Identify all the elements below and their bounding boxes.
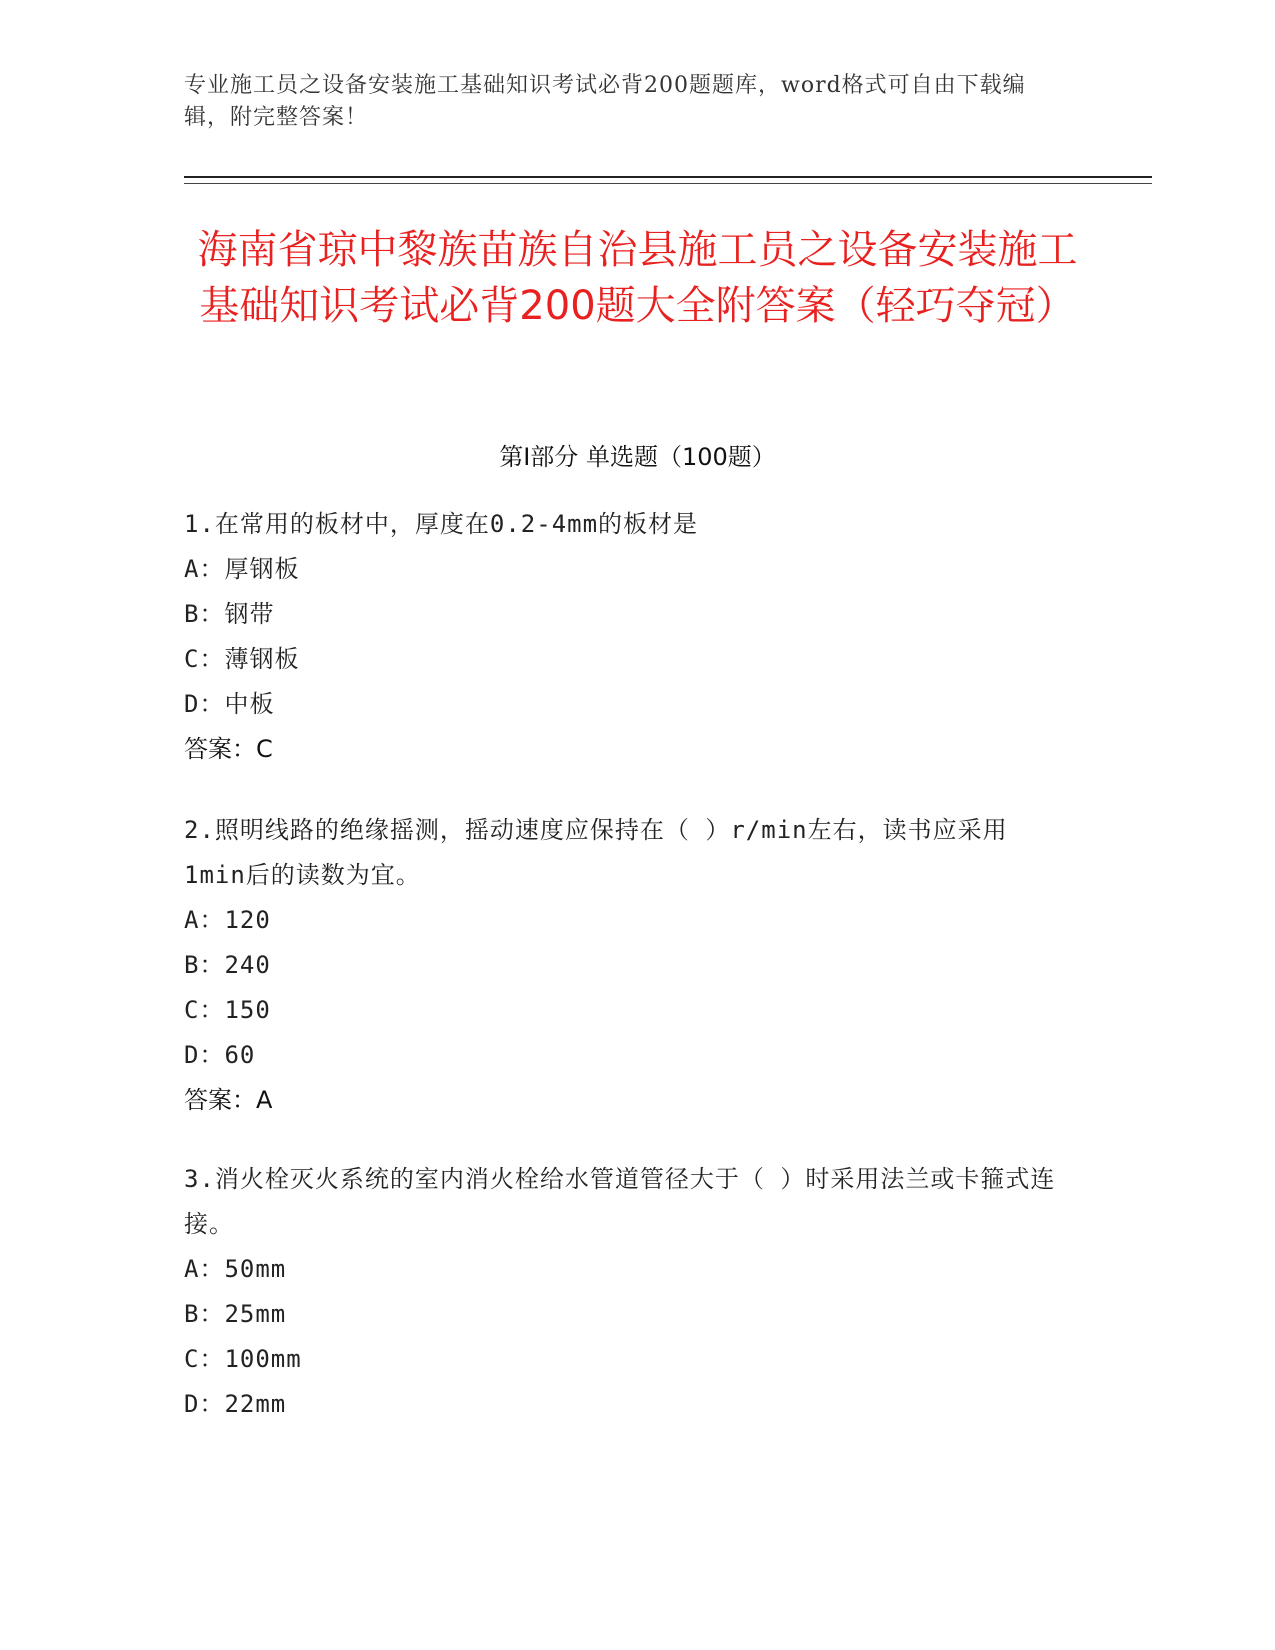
document-title: 海南省琼中黎族苗族自治县施工员之设备安装施工基础知识考试必背200题大全附答案（轻巧夺冠）	[197, 227, 1078, 329]
option-d: D：中板	[184, 690, 275, 718]
question-text: 2.照明线路的绝缘摇测，摇动速度应保持在（ ）r/min左右，读书应采用1min后的读数为宜。	[184, 816, 1008, 889]
question-text: 3.消火栓灭火系统的室内消火栓给水管道管径大于（ ）时采用法兰或卡箍式连接。	[184, 1165, 1056, 1238]
question-2	[184, 808, 1064, 1123]
option-b: B：钢带	[184, 600, 275, 628]
option-c: C：150	[184, 996, 271, 1024]
header-divider-thin	[184, 183, 1152, 184]
question-3	[184, 1157, 1064, 1427]
header-divider	[184, 176, 1152, 178]
option-b: B：25mm	[184, 1300, 287, 1328]
answer: 答案：C	[184, 735, 273, 763]
option-c: C：薄钢板	[184, 645, 300, 673]
option-a: A：50mm	[184, 1255, 287, 1283]
option-c: C：100mm	[184, 1345, 302, 1373]
option-d: D：22mm	[184, 1390, 287, 1418]
question-text: 1.在常用的板材中，厚度在0.2-4mm的板材是	[184, 510, 699, 538]
option-d: D：60	[184, 1041, 256, 1069]
option-b: B：240	[184, 951, 271, 979]
answer: 答案：A	[184, 1086, 273, 1114]
option-a: A：厚钢板	[184, 555, 300, 583]
option-a: A：120	[184, 906, 271, 934]
header-note: 专业施工员之设备安装施工基础知识考试必背200题题库，word格式可自由下载编辑，附完整答案！	[184, 73, 1026, 130]
question-1	[184, 502, 1064, 772]
section-title: 第Ⅰ部分 单选题（100题）	[499, 443, 776, 471]
